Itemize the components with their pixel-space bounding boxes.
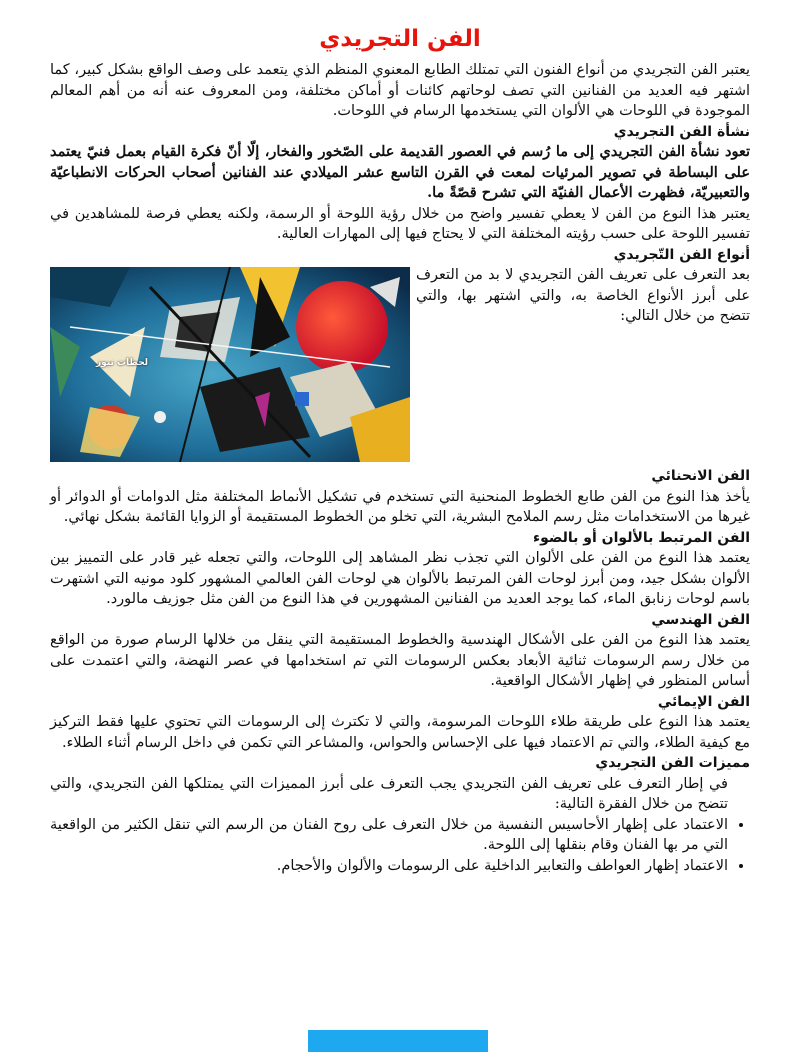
article (50, 22, 750, 876)
type-paragraph: يعتمد هذا النوع من الفن على الألوان التي تجذب نظر المشاهد إلى اللوحات، والتي تجعله غير قادر على التمييز بين الألوان بشكل جيد، ومن أبرز لوحات الفن المرتبط بالألوان هي لوحات الفن العالمي المشهور كلود مونيه التي اشتهرت باسم لوحات زنابق الماء، كما يوجد العديد من الفنانين المشهورين في هذا النوع من الفن مثل جوزيف مالورد. (50, 550, 750, 607)
origin-heading: نشأة الفن التجريدي (613, 123, 750, 140)
list-item: • الاعتماد إظهار العواطف والتعابير الداخلية على الرسومات والألوان والأحجام. (50, 856, 728, 877)
type-heading: الفن الهندسي (651, 611, 750, 628)
type-section-geometric (50, 610, 750, 692)
features-intro-paragraph: في إطار التعرف على تعريف الفن التجريدي يجب التعرف على أبرز المميزات التي يمتلكها الفن التجريدي، والتي تتضح من خلال الفقرة التالية: (50, 775, 728, 812)
types-heading: أنواع الفن التّجريدي (613, 246, 750, 263)
type-paragraph: يعتمد هذا النوع من الفن على الأشكال الهندسية والخطوط المستقيمة التي ينقل من خلالها الرسام صورة من الواقع من خلال رسم الرسومات ثنائية الأبعاد بعكس الرسومات التي تم استخدامها في عصر النهضة، والتي اعتمدت على أساس المنظور في إظهار الأشكال الواقعية. (50, 632, 750, 689)
page-title: الفن التجريدي (319, 26, 481, 52)
features-list (50, 815, 750, 877)
list-item: • الاعتماد على إظهار الأحاسيس النفسية من خلال التعرف على روح الفنان من الرسم التي تنقل الكثير من الواقعية التي مر بها الفنان وقام بنقلها إلى اللوحة. (50, 815, 728, 856)
abstract-painting-image (50, 267, 410, 462)
selection-highlight (308, 1030, 488, 1052)
image-watermark: لحظات نيوز (96, 358, 149, 368)
type-heading: الفن المرتبط بالألوان أو بالضوء (532, 529, 750, 546)
type-paragraph: يأخذ هذا النوع من الفن طابع الخطوط المنحنية التي تستخدم في تشكيل الأنماط المختلفة مثل الدوامات أو الدوائر أو غيرها من الاستخدامات مثل رسم الملامح البشرية، التي تخلو من الخطوط المستقيمة أو الزوايا القائمة بشكل نهائي. (50, 488, 750, 525)
type-heading: الفن الإيمائي (657, 693, 750, 710)
type-paragraph: يعتمد هذا النوع على طريقة طلاء اللوحات المرسومة، والتي لا تكترث إلى الرسومات التي تحتوي عليها فقط التركيز مع كيفية الطلاء، والتي تم الاعتماد فيها على الإحساس والحواس، والمشاعر التي تكمن في داخل الرسام أثناء الطلاء. (50, 714, 750, 751)
origin-paragraph-2: يعتبر هذا النوع من الفن لا يعطي تفسير واضح من خلال رؤية اللوحة أو الرسمة، ولكنه يعطي فرصة للمشاهدين في تفسير اللوحة على حسب رؤيته المختلفة التي لا يحتاج فيها إلى المهارات العالية. (50, 205, 750, 242)
type-heading: الفن الانحنائي (651, 468, 750, 484)
features-heading: مميزات الفن التجريدي (595, 755, 750, 771)
origin-paragraph: تعود نشأة الفن التجريدي إلى ما رُسم في العصور القديمة على الصّخور والفخار، إلّا أنّ فكرة القيام بعمل فنيّ يعتمد على البساطة في تصوير المرئيات لمعت في القرن التاسع عشر الميلادي عند الفنانين أصحاب الحركات الانطباعيّة والتعبيريّة، فظهرت الأعمال الفنيّة التي تشرح قصّةً ما. (50, 143, 750, 201)
intro-paragraph: يعتبر الفن التجريدي من أنواع الفنون التي تمتلك الطابع المعنوي المنظم الذي يتعمد على وصف الواقع بشكل كبير، كما اشتهر فيه العديد من الفنانين التي تصف لوحاتهم كائنات أو أماكن مختلفة، ومن المعروف عنه أنه من أهم المعالم الموجودة في اللوحات هي الألوان التي يستخدمها الرسام في اللوحات. (50, 62, 750, 119)
types-intro-paragraph: بعد التعرف على تعريف الفن التجريدي لا بد من التعرف على أبرز الأنواع الخاصة به، والتي اشتهر بها، والتي تتضح من خلال التالي: (416, 267, 750, 324)
type-section-color-light (50, 528, 750, 610)
type-section-curvilinear (50, 466, 750, 528)
type-section-gestural (50, 692, 750, 754)
